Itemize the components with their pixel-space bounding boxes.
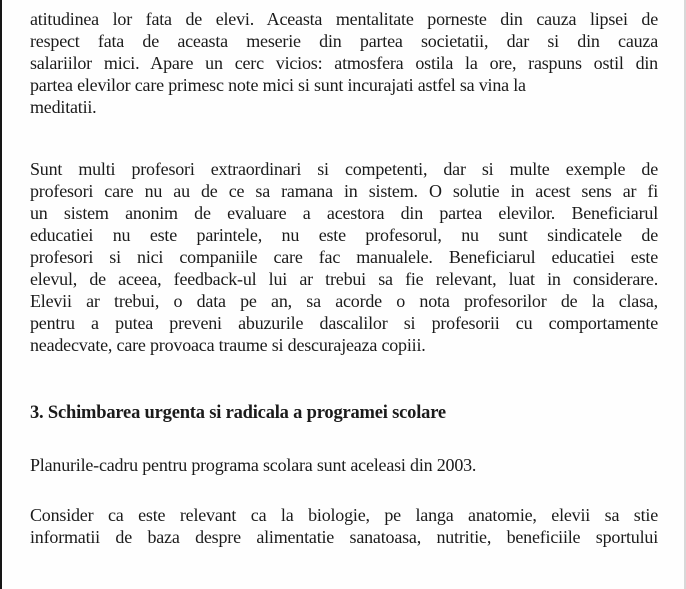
- text-line: Consider ca este relevant ca la biologie, pe langa anatomie, elevii sa stie: [30, 505, 658, 525]
- text-line: profesori si nici companiile care fac manualele. Beneficiarul educatiei este: [30, 247, 658, 267]
- text-line: pentru a putea preveni abuzurile dascalilor si profesorii cu comportamente: [30, 313, 658, 333]
- text-line: Planurile-cadru pentru programa scolara sunt aceleasi din 2003.: [30, 455, 477, 475]
- page-text-content: [30, 8, 658, 548]
- paragraph-framework-plans: [30, 454, 658, 476]
- paragraph-teacher-evaluation: [30, 158, 658, 356]
- text-line: Elevii ar trebui, o data pe an, sa acorde o nota profesorilor de la clasa,: [30, 291, 658, 311]
- text-line: atitudinea lor fata de elevi. Aceasta mentalitate porneste din cauza lipsei de: [30, 9, 658, 29]
- text-line: elevul, de aceea, feedback-ul lui ar trebui sa fie relevant, luat in considerare.: [30, 269, 658, 289]
- text-line: respect fata de aceasta meserie din partea societatii, dar si din cauza: [30, 31, 658, 51]
- section-heading-curriculum-change: 3. Schimbarea urgenta si radicala a programei scolare: [30, 403, 446, 423]
- paragraph-biology-nutrition: [30, 504, 658, 548]
- text-line: Sunt multi profesori extraordinari si competenti, dar si multe exemple de: [30, 159, 658, 179]
- text-line: partea elevilor care primesc note mici si sunt incurajati astfel sa vina la: [30, 75, 526, 95]
- scan-left-edge-line: [0, 0, 2, 589]
- text-line: neadecvate, care provoaca traume si descurajeaza copiii.: [30, 335, 426, 355]
- text-line: un sistem anonim de evaluare a acestora din partea elevilor. Beneficiarul: [30, 203, 658, 223]
- text-line: informatii de baza despre alimentatie sanatoasa, nutritie, beneficiile sportului: [30, 527, 658, 547]
- paragraph-attitude-teachers: [30, 8, 658, 118]
- text-line: meditatii.: [30, 97, 97, 117]
- text-line: salariilor mici. Apare un cerc vicios: atmosfera ostila la ore, raspuns ostil din: [30, 53, 658, 73]
- text-line: profesori care nu au de ce sa ramana in sistem. O solutie in acest sens ar fi: [30, 181, 658, 201]
- text-line: educatiei nu este parintele, nu este profesorul, nu sunt sindicatele de: [30, 225, 658, 245]
